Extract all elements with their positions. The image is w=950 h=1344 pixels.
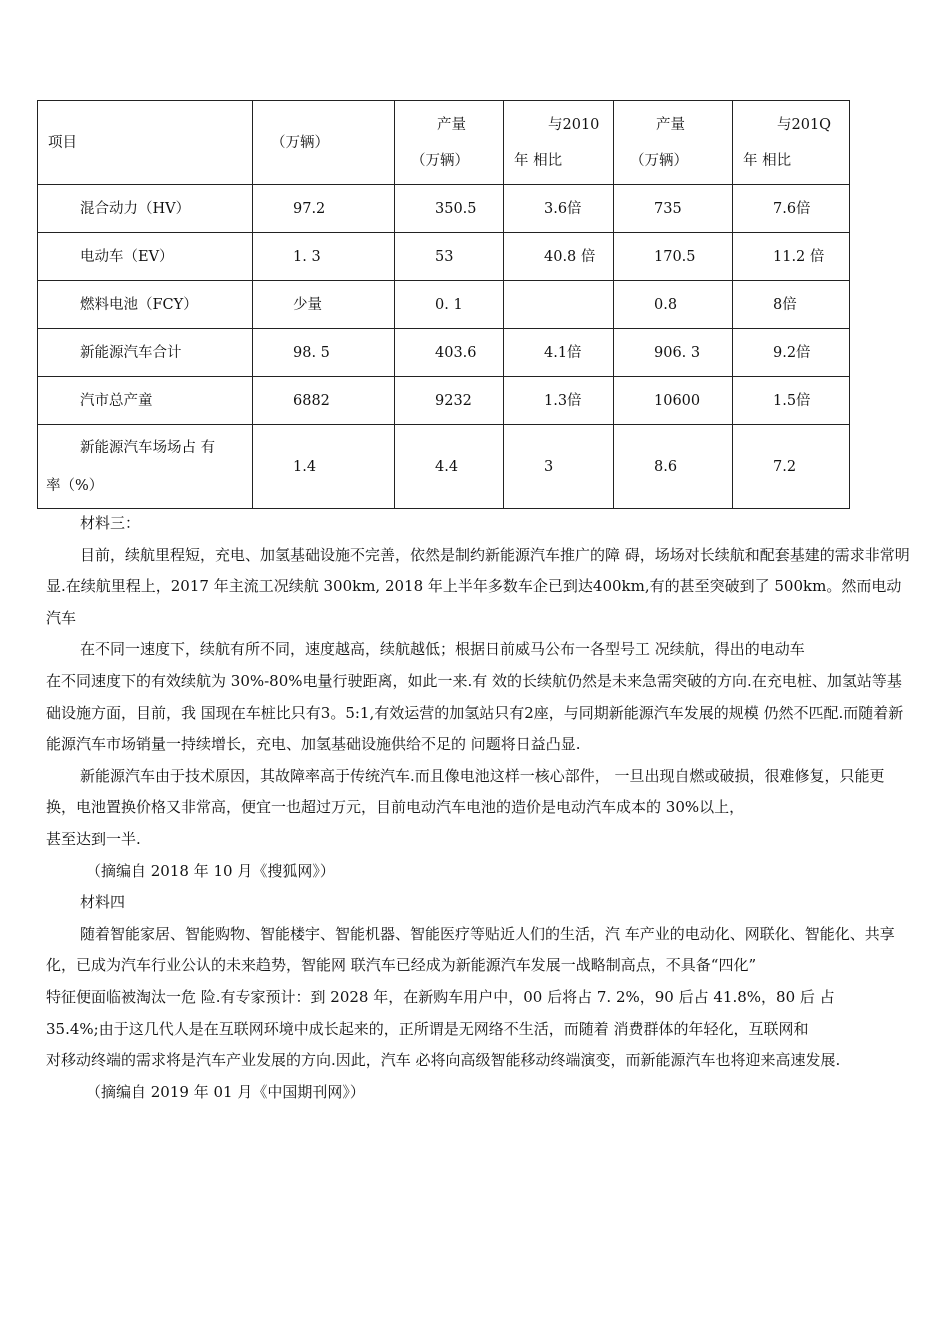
cell: 3.6倍 bbox=[504, 185, 614, 233]
cell: 403.6 bbox=[395, 329, 504, 377]
header-col3-line2: 年 相比 bbox=[514, 152, 563, 169]
paragraph: 目前，续航里程短，充电、加氢基础设施不完善，依然是制约新能源汽车推广的障 碍，场场对长续航和配套基建的需求非常明显.在续航里程上，2017 年主流工况续航 300km, 2018 年上半年多数车企已到达400km,有的甚至突破到了 500km。然而电动汽车 bbox=[46, 545, 910, 627]
cell: 7.2 bbox=[733, 425, 850, 509]
header-col1: （万辆） bbox=[253, 101, 395, 185]
table-row bbox=[38, 425, 850, 509]
paragraph: 在不同速度下的有效续航为 30%-80%电量行驶距离，如此一来.有 效的长续航仍然是未来急需突破的方向.在充电桩、加氢站等基础设施方面，目前，我 国现在车桩比只有3。5:1,有效运营的加氢站只有2座，与同期新能源汽车发展的规模 仍然不匹配.而随着新能源汽车市场销量一持续增长，充电、加氢基础设施供给不足的 问题将日益凸显. bbox=[46, 671, 904, 754]
paragraph: 35.4%;由于这几代人是在互联网环境中成长起来的，正所谓是无网络不生活，而随着 消费群体的年轻化，互联网和 bbox=[46, 1019, 809, 1038]
data-table bbox=[37, 100, 850, 509]
cell: 10600 bbox=[614, 377, 733, 425]
paragraph: 新能源汽车由于技术原因，其故障率高于传统汽车.而且像电池这样一核心部件， 一旦出现自燃或破损，很难修复，只能更换，电池置换价格又非常高，便宜一也超过万元，目前电动汽车电池的造价是电动汽车成本的 30%以上， bbox=[46, 766, 885, 817]
header-item: 项目 bbox=[38, 101, 253, 185]
header-col5-line1: 与201Q bbox=[777, 116, 832, 133]
table-row bbox=[38, 233, 850, 281]
row-label bbox=[38, 425, 253, 509]
cell: 170.5 bbox=[614, 233, 733, 281]
cell: 0.8 bbox=[614, 281, 733, 329]
header-col3 bbox=[504, 101, 614, 185]
source-note: （摘编自 2019 年 01 月《中国期刊网》） bbox=[86, 1082, 365, 1101]
source-note: （摘编自 2018 年 10 月《搜狐网》） bbox=[86, 861, 335, 880]
row-label: 燃料电池（FCY） bbox=[38, 281, 253, 329]
paragraph: 对移动终端的需求将是汽车产业发展的方向.因此，汽车 必将向高级智能移动终端演变，而新能源汽车也将迎来高速发展. bbox=[46, 1051, 841, 1070]
row-label-line2: 率（%） bbox=[46, 477, 104, 494]
cell: 1.4 bbox=[253, 425, 395, 509]
cell: 少量 bbox=[253, 281, 395, 329]
paragraph: 随着智能家居、智能购物、智能楼宇、智能机器、智能医疗等贴近人们的生活，汽 车产业的电动化、网联化、智能化、共享化，已成为汽车行业公认的未来趋势，智能网 联汽车已经成为新能源汽车发展一战略制高点，不具备“四化” bbox=[46, 924, 895, 975]
cell: 906. 3 bbox=[614, 329, 733, 377]
cell: 1.5倍 bbox=[733, 377, 850, 425]
header-col2-line2: （万辆） bbox=[411, 152, 469, 169]
row-label: 新能源汽车合计 bbox=[38, 329, 253, 377]
header-col4 bbox=[614, 101, 733, 185]
paragraph: 甚至达到一半. bbox=[46, 829, 141, 848]
table-row bbox=[38, 281, 850, 329]
cell: 350.5 bbox=[395, 185, 504, 233]
cell: 98. 5 bbox=[253, 329, 395, 377]
cell: 0. 1 bbox=[395, 281, 504, 329]
header-col3-line1: 与2010 bbox=[548, 116, 600, 133]
paragraph: 特征便面临被淘汰一危 险.有专家预计：到 2028 年，在新购车用户中，00 后将占 7. 2%，90 后占 41.8%，80 后 占 bbox=[46, 987, 835, 1006]
header-col4-line2: （万辆） bbox=[630, 152, 688, 169]
cell: 6882 bbox=[253, 377, 395, 425]
table-header-row bbox=[38, 101, 850, 185]
cell: 53 bbox=[395, 233, 504, 281]
row-label: 混合动力（HV） bbox=[38, 185, 253, 233]
cell: 4.4 bbox=[395, 425, 504, 509]
header-col4-line1: 产量 bbox=[656, 116, 685, 133]
header-col5-line2: 年 相比 bbox=[743, 152, 792, 169]
row-label: 汽市总产童 bbox=[38, 377, 253, 425]
cell: 11.2 倍 bbox=[733, 233, 850, 281]
article-body bbox=[46, 508, 912, 1108]
cell: 40.8 倍 bbox=[504, 233, 614, 281]
cell: 735 bbox=[614, 185, 733, 233]
cell: 4.1倍 bbox=[504, 329, 614, 377]
row-label-line1: 新能源汽车场场占 有 bbox=[80, 439, 216, 456]
cell: 97.2 bbox=[253, 185, 395, 233]
paragraph: 在不同一速度下，续航有所不同，速度越高，续航越低；根据日前威马公布一各型号工 况续航，得出的电动车 bbox=[80, 640, 805, 659]
cell: 3 bbox=[504, 425, 614, 509]
cell: 8.6 bbox=[614, 425, 733, 509]
cell: 1. 3 bbox=[253, 233, 395, 281]
cell bbox=[504, 281, 614, 329]
material4-title: 材料四 bbox=[80, 893, 126, 912]
header-col2-line1: 产量 bbox=[437, 116, 466, 133]
cell: 7.6倍 bbox=[733, 185, 850, 233]
table-row bbox=[38, 377, 850, 425]
table-row bbox=[38, 329, 850, 377]
cell: 9232 bbox=[395, 377, 504, 425]
material3-title: 材料三： bbox=[80, 514, 141, 532]
cell: 9.2倍 bbox=[733, 329, 850, 377]
header-col2 bbox=[395, 101, 504, 185]
cell: 1.3倍 bbox=[504, 377, 614, 425]
table-row bbox=[38, 185, 850, 233]
cell: 8倍 bbox=[733, 281, 850, 329]
header-col5 bbox=[733, 101, 850, 185]
row-label: 电动车（EV） bbox=[38, 233, 253, 281]
